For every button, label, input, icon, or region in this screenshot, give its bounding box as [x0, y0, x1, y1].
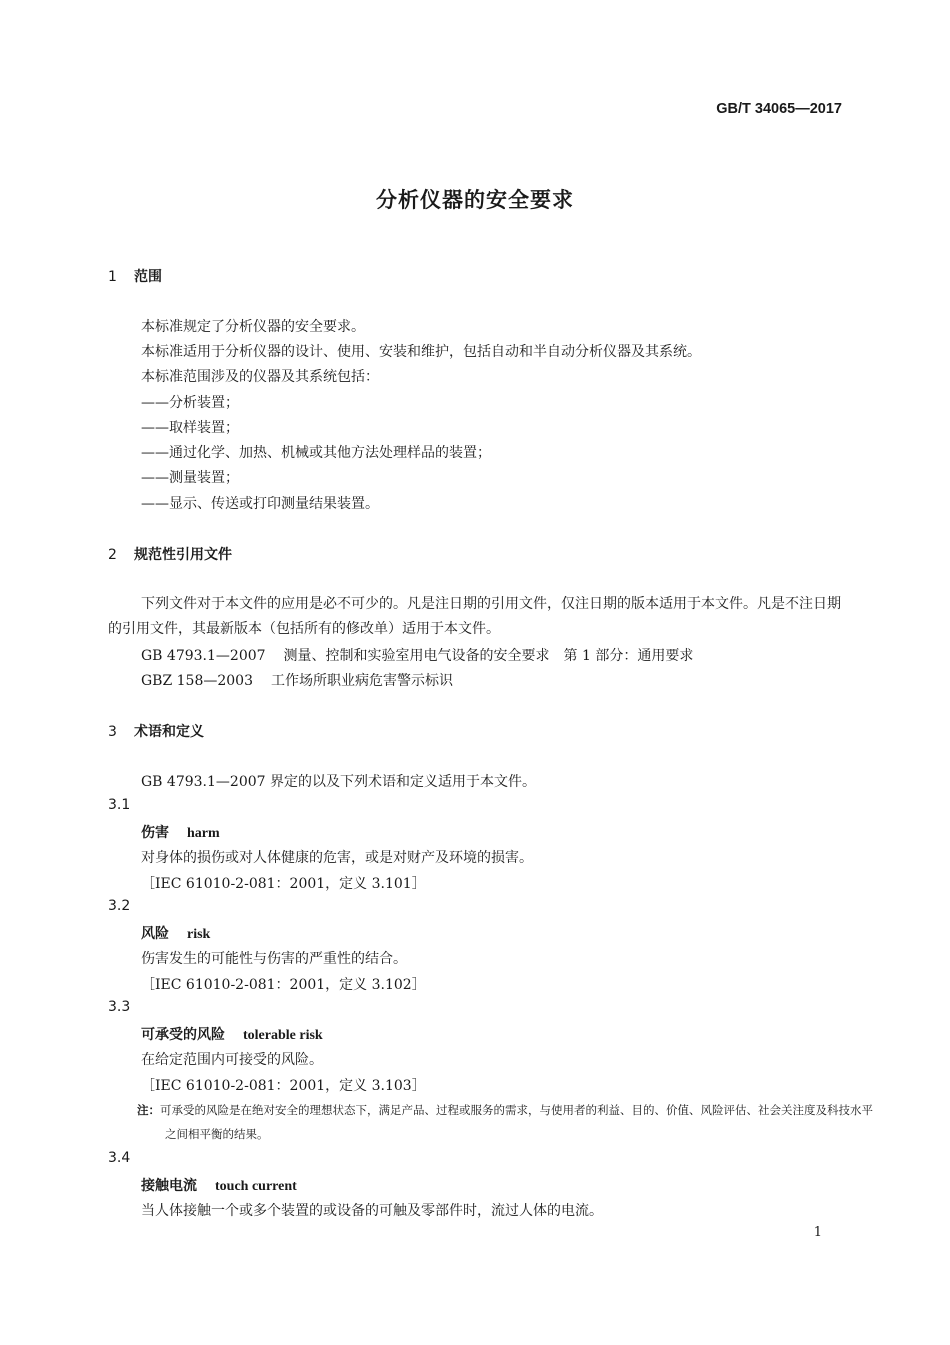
section-number: 2: [108, 547, 117, 563]
term-cn: 伤害: [141, 825, 169, 841]
term-source: ［IEC 61010-2-081：2001，定义 3.102］: [141, 977, 426, 993]
term-title: [141, 1175, 297, 1195]
list-item: ——通过化学、加热、机械或其他方法处理样品的装置；: [141, 445, 491, 461]
section-2-heading: [108, 544, 232, 564]
section-number: 3: [108, 724, 117, 740]
term-title: [141, 1024, 323, 1044]
term-definition: 在给定范围内可接受的风险。: [141, 1052, 323, 1068]
term-en: touch current: [215, 1179, 297, 1194]
reference-item: [141, 645, 693, 665]
page-number: 1: [813, 1225, 822, 1240]
list-item: ——分析装置；: [141, 395, 239, 411]
term-en: risk: [187, 927, 211, 942]
section-title: 范围: [134, 269, 162, 285]
term-en: tolerable risk: [243, 1028, 323, 1043]
term-number: 3.3: [108, 999, 131, 1015]
section-title: 术语和定义: [134, 724, 204, 740]
note-text: 可承受的风险是在绝对安全的理想状态下，满足产品、过程或服务的需求，与使用者的利益、目的、价值、风险评估、社会关注度及科技水平之间相平衡的结果。: [160, 1103, 873, 1141]
term-definition: 伤害发生的可能性与伤害的严重性的结合。: [141, 951, 407, 967]
list-item: ——取样装置；: [141, 420, 239, 436]
paragraph: 本标准范围涉及的仪器及其系统包括：: [141, 369, 379, 385]
paragraph: 下列文件对于本文件的应用是必不可少的。凡是注日期的引用文件，仅注日期的版本适用于本文件。凡是不注日期的引用文件，其最新版本（包括所有的修改单）适用于本文件。: [108, 596, 841, 637]
term-cn: 风险: [141, 926, 169, 942]
term-cn: 可承受的风险: [141, 1027, 225, 1043]
term-number: 3.1: [108, 797, 131, 813]
term-definition: 当人体接触一个或多个装置的或设备的可触及零部件时，流过人体的电流。: [141, 1203, 603, 1219]
term-cn: 接触电流: [141, 1178, 197, 1194]
paragraph: GB 4793.1—2007 界定的以及下列术语和定义适用于本文件。: [141, 774, 536, 790]
reference-code: GBZ 158—2003: [141, 673, 253, 689]
note-label: 注：: [137, 1103, 160, 1117]
reference-title: 工作场所职业病危害警示标识: [271, 673, 453, 689]
term-source: ［IEC 61010-2-081：2001，定义 3.101］: [141, 876, 426, 892]
term-number: 3.4: [108, 1150, 131, 1166]
list-item: ——测量装置；: [141, 470, 239, 486]
paragraph: 本标准适用于分析仪器的设计、使用、安装和维护，包括自动和半自动分析仪器及其系统。: [141, 344, 701, 360]
reference-title: 测量、控制和实验室用电气设备的安全要求 第 1 部分：通用要求: [283, 648, 694, 664]
section-1-heading: [108, 266, 162, 286]
standard-number: GB/T 34065—2017: [716, 101, 842, 117]
term-title: [141, 822, 220, 842]
reference-code: GB 4793.1—2007: [141, 648, 266, 664]
section-title: 规范性引用文件: [134, 547, 232, 563]
term-en: harm: [187, 826, 220, 841]
term-source: ［IEC 61010-2-081：2001，定义 3.103］: [141, 1078, 426, 1094]
term-title: [141, 923, 210, 943]
document-title: 分析仪器的安全要求: [376, 188, 574, 212]
section-number: 1: [108, 269, 117, 285]
section-3-heading: [108, 721, 204, 741]
list-item: ——显示、传送或打印测量结果装置。: [141, 496, 379, 512]
term-number: 3.2: [108, 898, 131, 914]
term-definition: 对身体的损伤或对人体健康的危害，或是对财产及环境的损害。: [141, 850, 533, 866]
reference-item: [141, 670, 453, 690]
term-note: [137, 1098, 873, 1146]
paragraph: 本标准规定了分析仪器的安全要求。: [141, 319, 365, 335]
